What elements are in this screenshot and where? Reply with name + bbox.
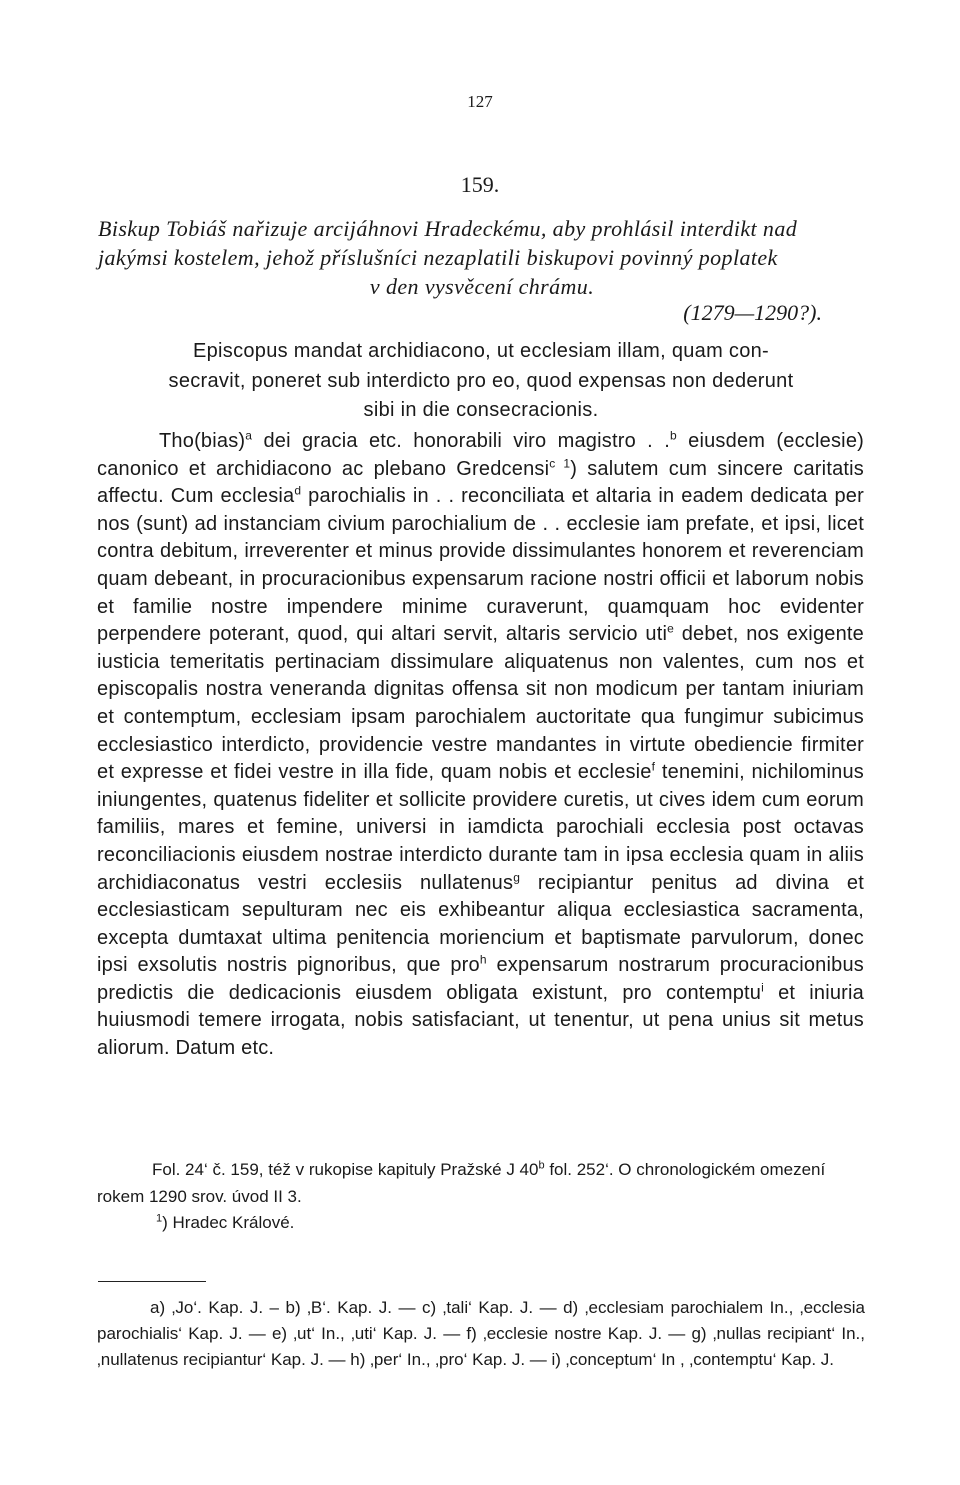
text-segment: tenemini, nichilominus iniungentes, quatenus fideliter et sollicite providere curetis, ut cives idem cum eorum familiis, mares et femine, universi in iamdicta parochiali ecclesia post octavas reconciliacionis eiusdem nostrae interdicto durante tam in ipsa ecclesia quam in aliis archidiaconatus vestri ecclesiis nullatenus xyxy=(97,761,865,894)
document-number: 159. xyxy=(460,172,500,197)
variant-mark-d: d xyxy=(294,483,302,498)
body-paragraph xyxy=(97,428,864,1063)
czech-summary-line-1: Biskup Tobiáš nařizuje arcijáhnovi Hradeckému, aby prohlásil interdikt nad xyxy=(98,216,798,241)
apparatus-text: a) ‚Jo‘. Kap. J. – b) ‚B‘. Kap. J. — c) ‚tali‘ Kap. J. — d) ‚ecclesiam parochialem In., ‚ecclesia parochialis‘ Kap. J. — e) ‚ut‘ In., ‚uti‘ Kap. J. — f) ‚ecclesie nostre Kap. J. — g) ‚nullas recipiant‘ In., ‚nullatenus recipiantur‘ Kap. J. — h) ‚per‘ In., ‚pro‘ Kap. J. — i) ‚conceptum‘ In , ‚contemptu‘ Kap. J. xyxy=(97,1298,865,1369)
document-date: (1279—1290?). xyxy=(683,300,822,325)
text-segment: parochialis in . . reconciliata et altaria in eadem dedicata per nos (sunt) ad instanciam civium parochialium de . . ecclesie iam prefate, et ipsi, licet contra debitum, irreverenter et minus provide dissimulantes honorem et reverenciam quam debeant, in procuracionibus expensarum racione nostri officii et laborum nobis et familie nostre impendere minime curaverunt, quamquam hoc evidenter perpendere poterant, quod, qui altari servit, altaris servicio uti xyxy=(97,485,864,646)
source-note-sup: b xyxy=(538,1159,545,1172)
variant-mark-f: f xyxy=(651,759,656,774)
source-note-text: Fol. 24‘ č. 159, též v rukopise kapituly Pražské J 40 xyxy=(152,1160,539,1179)
variant-mark-b: b xyxy=(669,428,677,443)
variant-mark-e: e xyxy=(667,621,675,636)
text-segment: expensarum nostrarum procuracionibus predictis die dedicacionis eiusdem obligata existunt, pro contemptu xyxy=(97,954,864,1004)
text-segment: dei gracia etc. honorabili viro magistro . . xyxy=(252,430,670,452)
footnote-1 xyxy=(156,1213,294,1233)
latin-summary xyxy=(120,337,842,426)
variant-mark-h: h xyxy=(479,952,487,967)
source-note xyxy=(97,1156,865,1210)
text-segment: ) salutem cum sincere caritatis affectu. Cum ecclesia xyxy=(97,457,864,508)
text-segment: et iniuria huiusmodi temere irrogata, nobis satisfaciant, ut tenentur, ut pena unius sit metus aliorum. Datum etc. xyxy=(97,981,864,1060)
page-number: 127 xyxy=(467,92,493,111)
text-segment: Tho(bias) xyxy=(159,430,246,452)
variant-mark-g: g xyxy=(513,869,521,884)
czech-summary xyxy=(98,214,866,301)
variant-mark-c: c xyxy=(549,455,556,470)
source-note-text: fol. 252‘. O chronologickém omezení rokem 1290 srov. úvod II 3. xyxy=(97,1160,826,1206)
text-segment: recipiantur penitus ad divina et ecclesiasticam sepulturam nec eis exhibeantur aliqua ecclesiastica sacramenta, excepta dumtaxat ultima penitencia moriencium et baptismate parvulorum, donec ipsi exsolutis nostris pignoribus, que pro xyxy=(97,871,865,977)
variant-mark-a: a xyxy=(245,428,253,443)
critical-apparatus xyxy=(97,1295,865,1373)
footnote-mark-1: 1 xyxy=(555,455,571,470)
latin-summary-line-3: sibi in die consecracionis. xyxy=(363,399,599,421)
latin-summary-line-1: Episcopus mandat archidiacono, ut ecclesiam illam, quam con- xyxy=(192,340,770,362)
apparatus-divider xyxy=(98,1281,206,1282)
latin-document-text xyxy=(97,428,864,1063)
text-segment: debet, nos exigente iusticia temeritatis pertinaciam dissimulare aliquatenus non valentes, cum nos et episcopalis nostra veneranda dignitas offensa sit non modicum per tantam iniuriam et contemptum, ecclesiam ipsam parochialem auctoritate qua fungimur subicimus ecclesiastico interdicto, providencie vestre mandantes in virtute obediencie firmiter et expresse et fidei vestre in illa fide, quam nobis et ecclesie xyxy=(97,623,864,784)
source-note-paragraph xyxy=(97,1156,865,1210)
czech-summary-line-3: v den vysvěcení chrámu. xyxy=(369,274,595,299)
czech-summary-line-2: jakýmsi kostelem, jehož příslušníci nezaplatili biskupovi povinný poplatek xyxy=(98,245,778,270)
latin-summary-line-2: secravit, poneret sub interdicto pro eo, quod expensas non dederunt xyxy=(168,369,794,392)
footnote-text: ) Hradec Králové. xyxy=(162,1213,295,1232)
footnote-mark: 1 xyxy=(156,1212,163,1225)
variant-mark-i: i xyxy=(761,980,765,995)
text-segment: eiusdem (ecclesie) canonico et archidiacono ac plebano Gredcensi xyxy=(97,430,864,480)
